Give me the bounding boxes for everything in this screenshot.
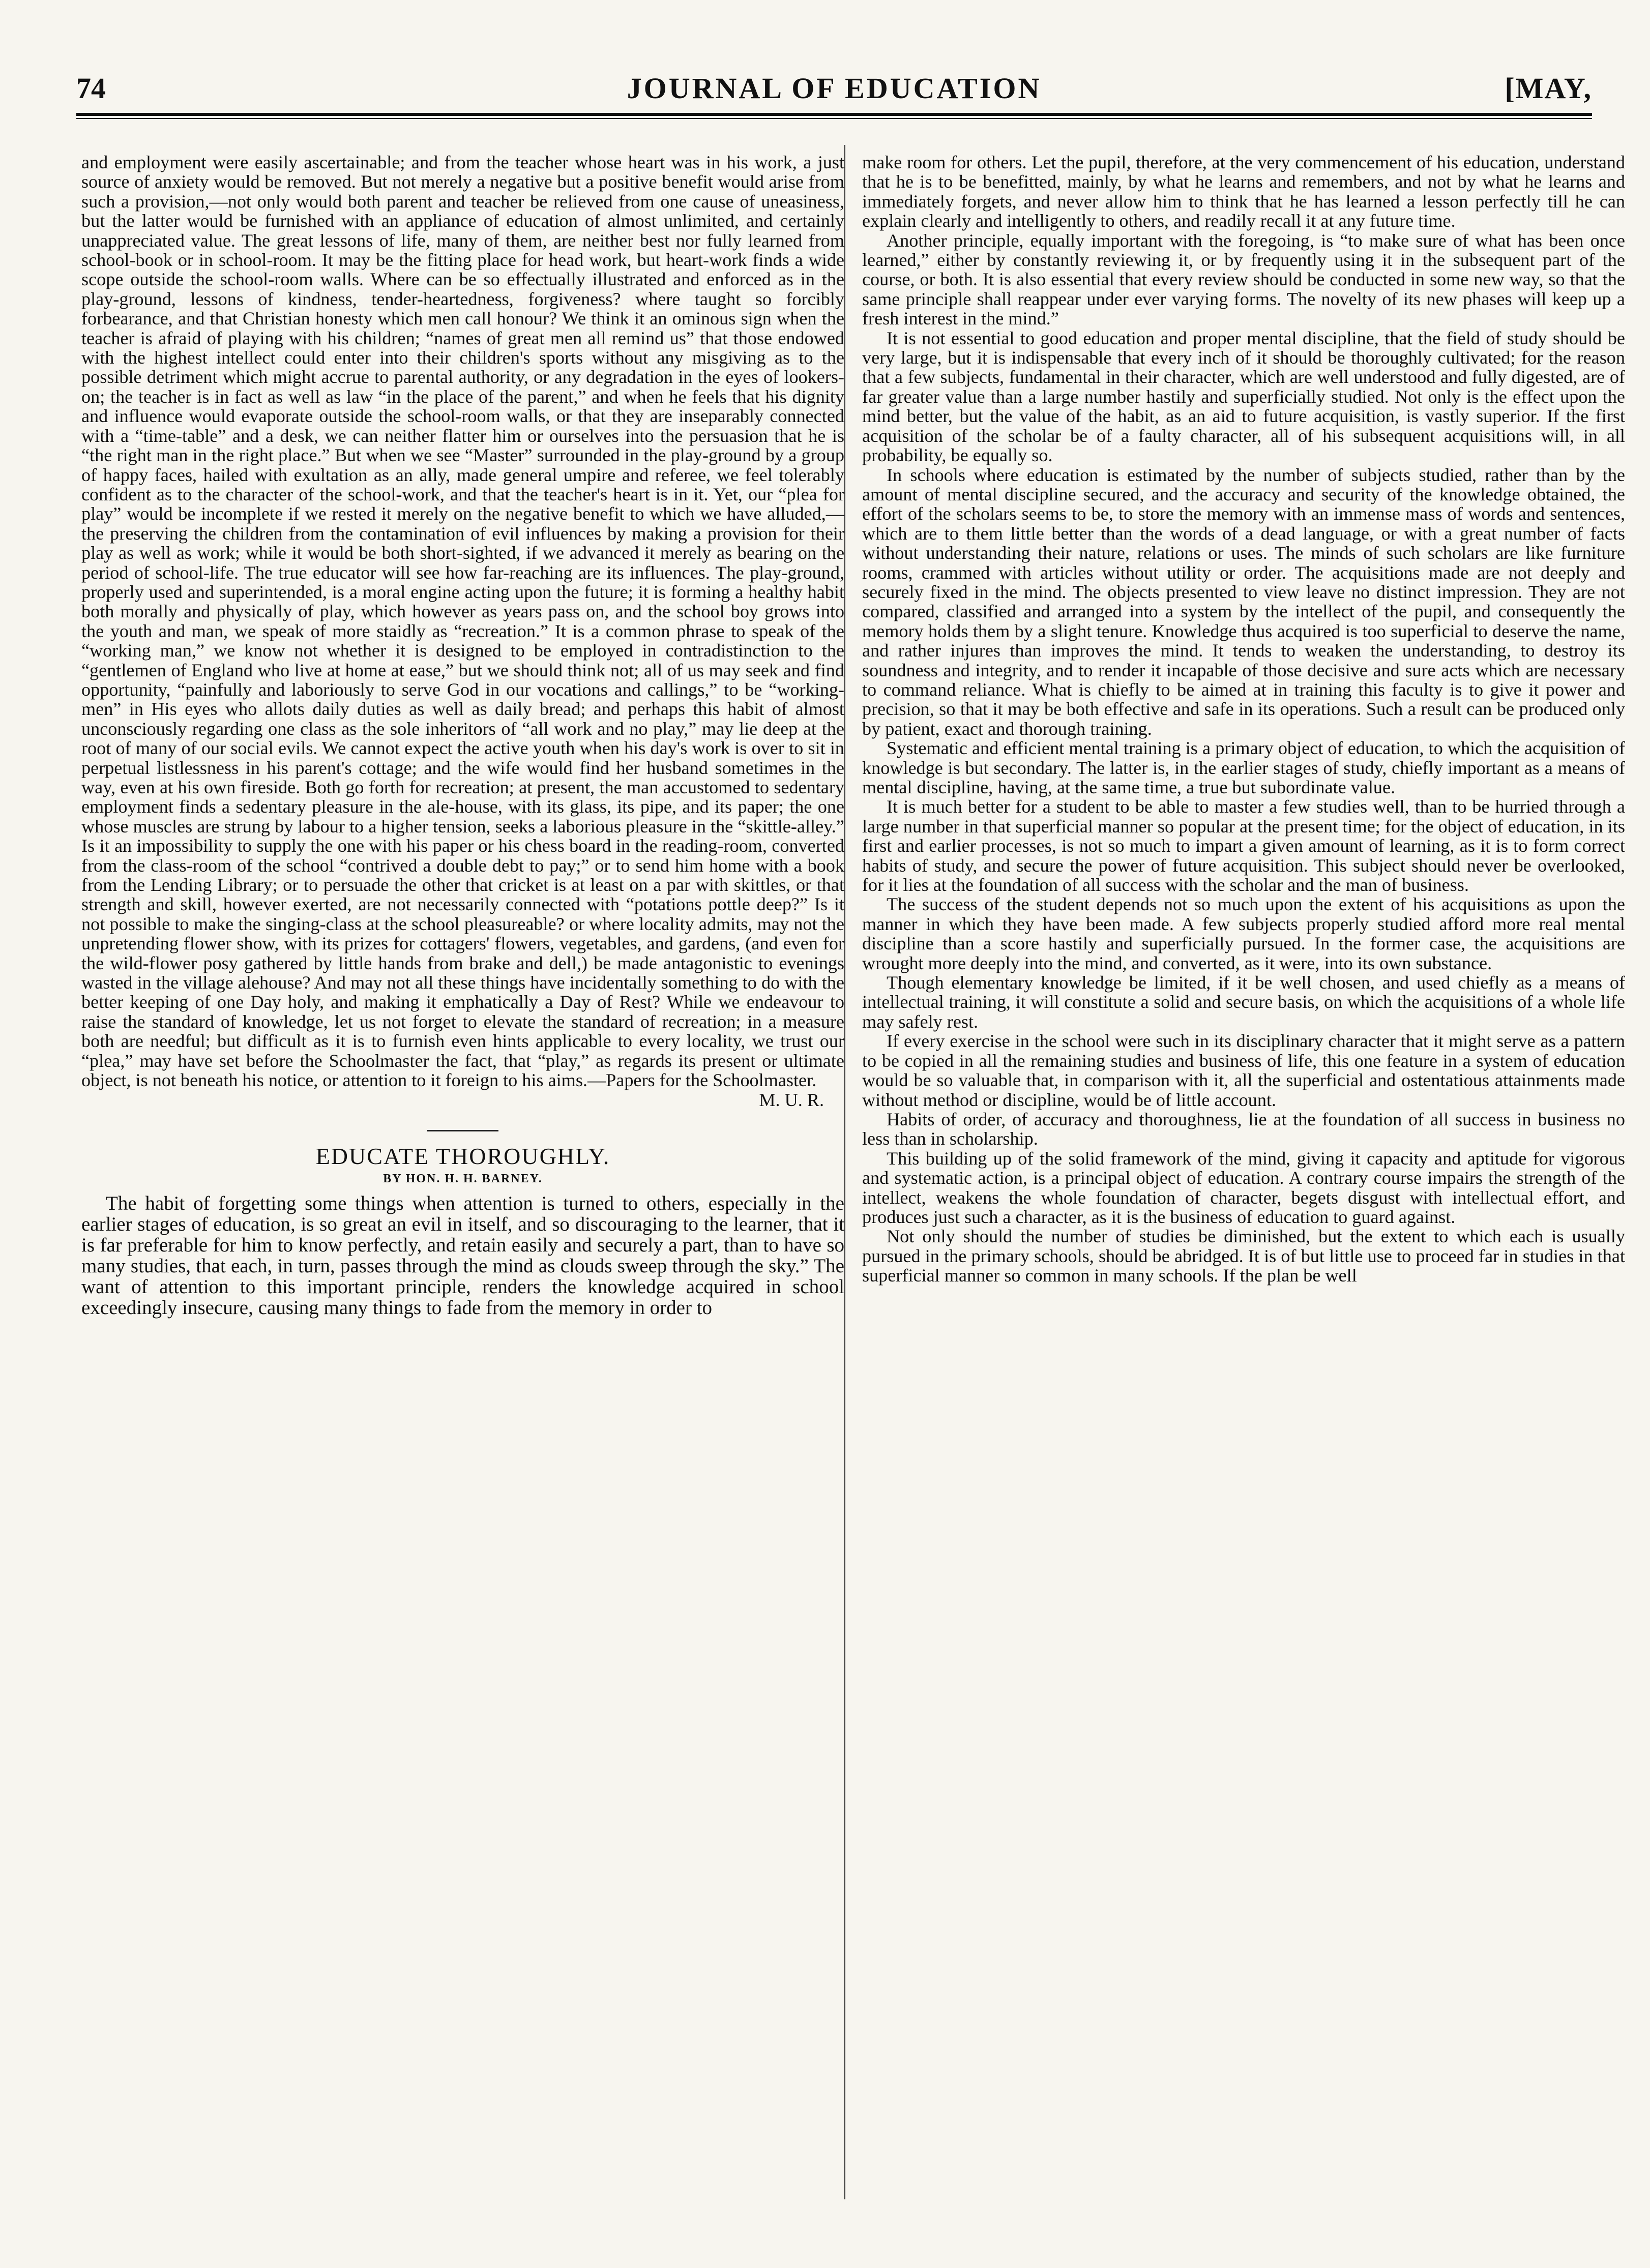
article-title: EDUCATE THOROUGHLY. bbox=[315, 1143, 610, 1169]
paragraph: The success of the student depends not so much upon the extent of his acquisitions as upon the manner in which they have been made. A few subjects properly studied afford more real mental discipline than a score hastily and superficially pursued. In the former case, the acquisitions are wrought more deeply into the mind, and converted, as it were, into its own substance. bbox=[862, 894, 1625, 973]
page-number: 74 bbox=[76, 72, 106, 105]
paragraph: Another principle, equally important with the foregoing, is “to make sure of what has been once learned,” either by constantly reviewing it, or by frequently using it in the subsequent part of the course, or both. It is also essential that every review should be conducted in some new way, so that the same principle shall reappear under ever varying forms. The novelty of its new phases will keep up a fresh interest in the mind.” bbox=[862, 230, 1625, 329]
left-column bbox=[81, 153, 844, 2212]
paragraph: and employment were easily ascertainable; and from the teacher whose heart was in his work, a just source of anxiety would be removed. But not merely a negative but a positive benefit would arise from such a provision,—not only would both parent and teacher be relieved from one cause of uneasiness, but the latter would be furnished with an appliance of education of almost unlimited, and certainly unappreciated value. The great lessons of life, many of them, are neither best nor fully learned from school-book or in school-room. It may be the fitting place for head work, but heart-work finds a wide scope outside the school-room walls. Where can be so effectually illustrated and enforced as in the play-ground, lessons of kindness, tender-heartedness, forgiveness? where taught so forcibly forbearance, and that Christian honesty which men call honour? We think it an ominous sign when the teacher is afraid of playing with his children; “names of great men all remind us” that those endowed with the highest intellect could enter into their children's sports without any misgiving as to the possible detriment which might accrue to parental authority, or any degradation in the eyes of lookers-on; the teacher is in fact as well as law “in the place of the parent,” and when he feels that his dignity and influence would evaporate outside the school-room walls, or that they are inseparably connected with a “time-table” and a desk, we can neither flatter him or ourselves into the persuasion that he is “the right man in the right place.” But when we see “Master” surrounded in the play-ground by a group of happy faces, hailed with exultation as an ally, made general umpire and referee, we feel tolerably confident as to the character of the school-work, and that the teacher's heart is in it. Yet, our “plea for play” would be incomplete if we rested it merely on the negative benefit to which we have alluded,—the preserving the children from the contamination of evil influences by making a provision for their play as well as work; while it would be both short-sighted, if we advanced it merely as bearing on the period of school-life. The true educator will see how far-reaching are its influences. The play-ground, properly used and superintended, is a moral engine acting upon the future; it is forming a healthy habit both morally and physically of play, which however as years pass on, and the school boy grows into the youth and man, we speak of more staidly as “recreation.” It is a common phrase to speak of the “working man,” we know not whether it is designed to be employed in contradistinction to the “gentlemen of England who live at home at ease,” but we should think not; all of us may seek and find opportunity, “painfully and laboriously to serve God in our vocations and callings,” to be “working-men” in His eyes who allots daily duties as well as daily bread; and perhaps this habit of almost unconsciously regarding one class as the sole inheritors of “all work and no play,” may lie deep at the root of many of our social evils. We cannot expect the active youth when his day's work is over to sit in perpetual listlessness in his parent's cottage; and the wife would find her husband sometimes in the way, even at his own fireside. Both go forth for recreation; at present, the man accustomed to sedentary employment finds a sedentary pleasure in the ale-house, with its glass, its pipe, and its paper; the one whose muscles are strung by labour to a higher tension, seeks a laborious pleasure in the “skittle-alley.” Is it an impossibility to supply the one with his paper or his chess board in the reading-room, converted from the class-room of the school “contrived a double debt to pay;” or to send him home with a book from the Lending Library; or to persuade the other that cricket is at least on a par with skittles, or that strength and skill, however exerted, are not necessarily connected with “potations pottle deep?” Is it not possible to make the singing-class at the school pleasureable? or where locality admits, may not the unpretending flower show, with its prizes for cottagers' flowers, vegetables, and gardens, (and even for the wild-flower posy gathered by little hands from brake and dell,) be made antagonistic to evenings wasted in the village alehouse? And may not all these things have incidentally something to do with the better keeping of one Day holy, and making it emphatically a Day of Rest? While we endeavour to raise the standard of knowledge, let us not forget to elevate the standard of recreation; in a measure both are needful; but difficult as it is to furnish even hints applicable to every locality, we trust our “plea,” may have set before the Schoolmaster the fact, that “play,” as regards its present or ultimate object, is not beneath his notice, or attention to it foreign to his aims.—Papers for the Schoolmaster. bbox=[81, 153, 844, 1091]
paragraph: In schools where education is estimated by the number of subjects studied, rather than by the amount of mental discipline secured, and the accuracy and security of the knowledge obtained, the effort of the scholars seems to be, to store the memory with an immense mass of words and sentences, which are to them little better than the words of a dead language, or with a great number of facts without understanding their nature, relations or uses. The minds of such scholars are like furniture rooms, crammed with articles without utility or order. The acquisitions made are not deeply and securely fixed in the mind. The objects presented to view leave no distinct impression. They are not compared, classified and arranged into a system by the intellect of the pupil, and consequently the memory holds them by a slight tenure. Knowledge thus acquired is too superficial to deserve the name, and rather injures than improves the mind. It tends to weaken the understanding, to destroy its soundness and integrity, and to render it incapable of those decisive and sure acts which are necessary to command reliance. What is chiefly to be aimed at in training this faculty is to give it power and precision, so that it may be both effective and safe in its operations. Such a result can be produced only by patient, exact and thorough training. bbox=[862, 464, 1625, 739]
paragraph: make room for others. Let the pupil, therefore, at the very commencement of his education, understand that he is to be benefitted, mainly, by what he learns and remembers, and not by what he learns and immediately forgets, and never allow him to think that he has learned a lesson perfectly till he can explain clearly and intelligently to others, and readily recall it at any future time. bbox=[862, 153, 1625, 231]
article-byline: BY HON. H. H. BARNEY. bbox=[383, 1172, 543, 1186]
right-column bbox=[862, 153, 1625, 2212]
signature: M. U. R. bbox=[759, 1089, 824, 1110]
paragraph: Though elementary knowledge be limited, if it be well chosen, and used chiefly as a means of intellectual training, it will constitute a solid and secure basis, on which the acquisitions of a whole life may safely rest. bbox=[862, 972, 1625, 1032]
paragraph: It is not essential to good education and proper mental discipline, that the field of study should be very large, but it is indispensable that every inch of it should be thoroughly cultivated; for the reason that a few subjects, fundamental in their character, which are well understood and fully digested, are of far greater value than a large number hastily and superficially studied. Not only is the effect upon the mind better, but the value of the habit, as an aid to future acquisition, is vastly superior. If the first acquisition of the scholar be of a faulty character, all of his subsequent acquisitions will, in all probability, be equally so. bbox=[862, 327, 1625, 466]
column-divider bbox=[844, 145, 845, 2199]
header-rule-thin bbox=[76, 118, 1592, 119]
paragraph: This building up of the solid framework of the mind, giving it capacity and aptitude for vigorous and systematic action, is a principal object of education. A contrary course impairs the strength of the intellect, weakens the whole foundation of character, begets disgust with intellectual effort, and produces just such a character, as it is the business of education to guard against. bbox=[862, 1148, 1625, 1227]
paragraph: Habits of order, of accuracy and thoroughness, lie at the foundation of all success in business no less than in scholarship. bbox=[862, 1109, 1625, 1149]
journal-title: JOURNAL OF EDUCATION bbox=[627, 72, 1042, 105]
paragraph: The habit of forgetting some things when attention is turned to others, especially in the earlier stages of education, is so great an evil in itself, and so discouraging to the learner, that it is far preferable for him to know perfectly, and retain easily and securely a part, than to have so many studies, that each, in turn, passes through the mind as clouds sweep through the sky.” The want of attention to this important principle, renders the knowledge acquired in school exceedingly insecure, causing many things to fade from the memory in order to bbox=[81, 1192, 844, 1319]
header-rule-thick bbox=[76, 113, 1592, 116]
paragraph: It is much better for a student to be able to master a few studies well, than to be hurried through a large number in that superficial manner so popular at the present time; for the object of education, in its first and earlier processes, is not so much to impart a given amount of learning, as it is to form correct habits of study, and secure the power of future acquisition. This subject should never be overlooked, for it lies at the foundation of all success with the scholar and the man of business. bbox=[862, 796, 1625, 896]
header-month: [MAY, bbox=[1505, 72, 1592, 105]
paragraph: If every exercise in the school were such in its disciplinary character that it might serve as a pattern to be copied in all the remaining studies and business of life, this one feature in a system of education would be so valuable that, in comparison with it, all the superficial and ostentatious attainments made without method or discipline, would be of little account. bbox=[862, 1031, 1625, 1110]
page-header bbox=[76, 71, 1592, 113]
paragraph: Not only should the number of studies be diminished, but the extent to which each is usually pursued in the primary schools, should be abridged. It is of but little use to proceed far in studies in that superficial manner so common in many schools. If the plan be well bbox=[862, 1226, 1625, 1286]
section-separator bbox=[427, 1130, 498, 1131]
paragraph: Systematic and efficient mental training is a primary object of education, to which the acquisition of knowledge is but secondary. The latter is, in the earlier stages of study, chiefly important as a means of mental discipline, having, at the same time, a true but subordinate value. bbox=[862, 738, 1625, 797]
